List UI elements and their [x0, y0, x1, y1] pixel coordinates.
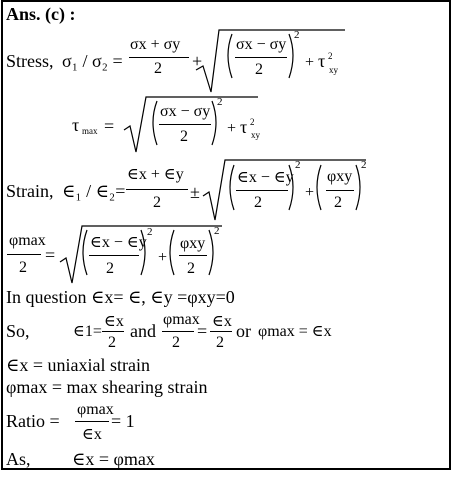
strain-phi-num: φxy: [327, 168, 353, 185]
so-tail: φmax = ∈x: [258, 323, 332, 340]
ratio-den: ∈x: [82, 426, 102, 443]
so-f3-bar: [210, 331, 232, 332]
so-eps1: ∈1=: [73, 323, 102, 340]
strain-phi-square: 2: [361, 159, 367, 171]
stress-square: 2: [294, 29, 300, 41]
stress-inner-bar: [235, 57, 287, 58]
strain-pm: ±: [190, 182, 200, 202]
stress-tau-sub: xy: [329, 65, 338, 75]
tau-plus: +: [227, 120, 237, 137]
stress-plus: +: [192, 51, 203, 71]
strain-inner-den: 2: [254, 194, 262, 211]
phimax-phi-bar: [179, 255, 207, 256]
strain-inner-bar: [236, 190, 288, 191]
so-f2-bar: [162, 331, 194, 332]
strain-fraction-bar: [126, 189, 188, 190]
phimax-square: 2: [147, 226, 153, 238]
phimax-eq: =: [45, 245, 56, 265]
phimax-den: 2: [19, 259, 27, 276]
max-shear-line: φmax = max shearing strain: [6, 377, 208, 397]
tau-square: 2: [217, 96, 223, 108]
question-line: In question ∈x= ∈, ∈y =φxy=0: [6, 287, 235, 307]
so-label: So,: [6, 321, 30, 341]
so-f2-num: φmax: [163, 311, 200, 328]
strain-den: 2: [153, 194, 161, 211]
uniaxial-line: ∈x = uniaxial strain: [6, 355, 150, 375]
tau-xy-sub: xy: [251, 130, 260, 140]
strain-plus: +: [305, 184, 315, 201]
strain-phi-den: 2: [334, 194, 342, 211]
stress-plus-tau: +: [305, 54, 315, 71]
phimax-inner-num: ∈x − ∈y: [90, 234, 147, 251]
so-f1-bar: [102, 331, 124, 332]
so-f3-den: 2: [216, 334, 224, 351]
phimax-phi-den: 2: [187, 260, 195, 277]
so-f1-num: ∈x: [104, 313, 124, 330]
tau-inner-bar: [159, 124, 211, 125]
so-f2-den: 2: [172, 334, 180, 351]
strain-num: ∈x + ∈y: [127, 166, 184, 183]
stress-inner-den: 2: [255, 61, 263, 78]
strain-phi-bar: [326, 190, 354, 191]
strain-label: Strain,: [6, 181, 54, 201]
phimax-bar: [7, 254, 41, 255]
so-and: and: [130, 321, 156, 341]
stress-tau: τ: [318, 51, 326, 71]
tau-max-symbol: τ: [72, 115, 80, 135]
tau-xy: τ: [240, 117, 248, 137]
stress-inner-num: σx − σy: [236, 36, 287, 53]
ratio-label: Ratio =: [6, 411, 60, 431]
so-eq2: =: [197, 321, 208, 341]
as-label: As,: [6, 449, 31, 469]
tau-max-sub: max: [82, 126, 98, 136]
stress-label: Stress,: [6, 51, 54, 71]
phimax-phi-square: 2: [214, 225, 220, 237]
stress-fraction-bar: [129, 57, 189, 58]
so-f3-num: ∈x: [212, 313, 232, 330]
ratio-num: φmax: [77, 401, 114, 418]
stress-lhs: σ₁ / σ₂ =: [62, 51, 123, 71]
ratio-rhs: = 1: [111, 411, 135, 431]
tau-max-eq: =: [104, 116, 115, 136]
strain-square: 2: [295, 159, 301, 171]
phimax-plus: +: [158, 249, 168, 266]
phimax-inner-bar: [89, 255, 139, 256]
phimax-inner-den: 2: [106, 260, 114, 277]
tau-inner-den: 2: [180, 128, 188, 145]
tau-xy-square: 2: [250, 117, 255, 127]
stress-den: 2: [154, 60, 162, 77]
phimax-num: φmax: [9, 232, 46, 249]
as-rhs: ∈x = φmax: [72, 449, 155, 469]
ratio-bar: [75, 421, 109, 422]
strain-lhs: ∈₁ / ∈₂=: [62, 181, 126, 201]
phimax-phi-num: φxy: [180, 235, 206, 252]
so-f1-den: 2: [108, 334, 116, 351]
answer-label: Ans. (c) :: [6, 4, 76, 24]
strain-inner-num: ∈x − ∈y: [237, 169, 294, 186]
stress-num: σx + σy: [130, 36, 181, 53]
so-or: or: [236, 321, 251, 341]
tau-inner-num: σx − σy: [160, 103, 211, 120]
stress-tau-square: 2: [328, 51, 333, 61]
